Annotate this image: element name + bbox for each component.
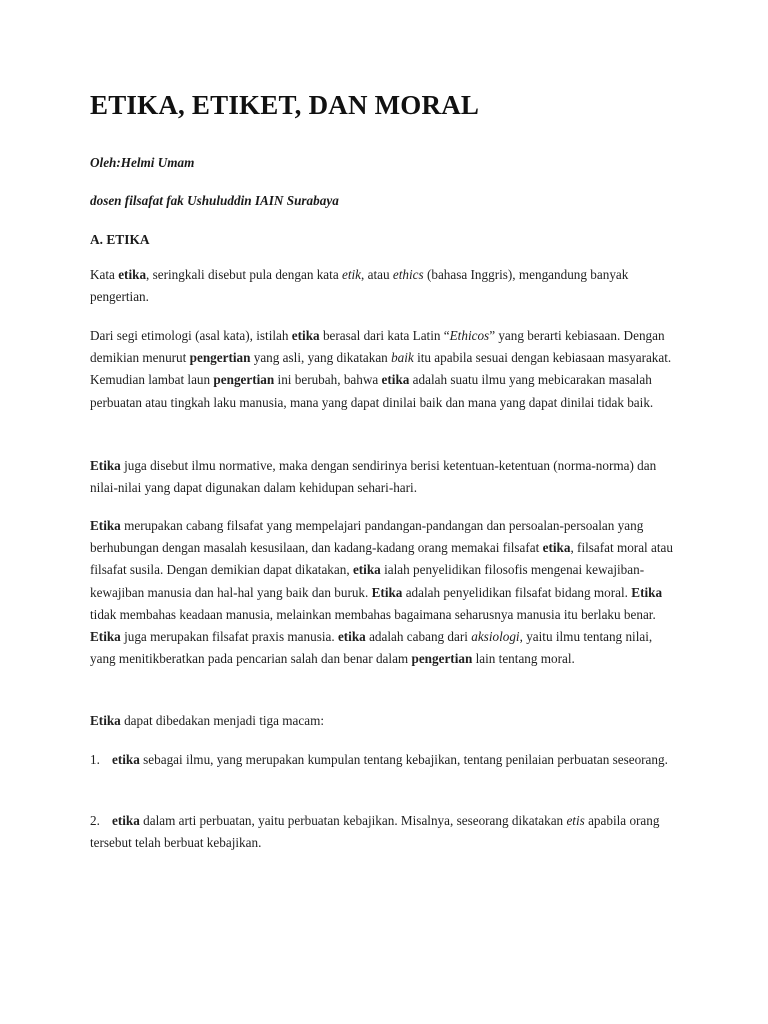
list-number: 2.: [90, 813, 100, 828]
paragraph-3: Etika juga disebut ilmu normative, maka dengan sendirinya berisi ketentuan-ketentuan (norma-norma) dan nilai-nilai yang dapat digunakan dalam kehidupan sehari-hari.: [90, 458, 657, 496]
section-heading-etika: A. ETIKA: [90, 232, 150, 247]
affiliation-line: dosen filsafat fak Ushuluddin IAIN Surabaya: [90, 193, 339, 208]
list-number: 1.: [90, 752, 100, 767]
list-item-2: 2. etika dalam arti perbuatan, yaitu perbuatan kebajikan. Misalnya, seseorang dikatakan etis apabila orang tersebut telah berbuat kebajikan.: [90, 810, 673, 854]
list-item-1: 1. etika sebagai ilmu, yang merupakan kumpulan tentang kebajikan, tentang penilaian perbuatan seseorang.: [90, 749, 673, 771]
paragraph-1: Kata etika, seringkali disebut pula dengan kata etik, atau ethics (bahasa Inggris), mengandung banyak pengertian.: [90, 267, 629, 305]
paragraph-5: Etika dapat dibedakan menjadi tiga macam:: [90, 713, 325, 728]
document-title: ETIKA, ETIKET, DAN MORAL: [90, 90, 480, 120]
paragraph-2: Dari segi etimologi (asal kata), istilah etika berasal dari kata Latin “Ethicos” yang berarti kebiasaan. Dengan demikian menurut pengertian yang asli, yang dikatakan baik itu apabila sesuai dengan kebiasaan masyarakat. Kemudian lambat laun pengertian ini berubah, bahwa etika adalah suatu ilmu yang mebicarakan masalah perbuatan atau tingkah laku manusia, mana yang dapat dinilai baik dan mana yang dapat dinilai tidak baik.: [90, 328, 672, 410]
author-line: Oleh:Helmi Umam: [90, 155, 195, 170]
paragraph-4: Etika merupakan cabang filsafat yang mempelajari pandangan-pandangan dan persoalan-persoalan yang berhubungan dengan masalah kesusilaan, dan kadang-kadang orang memakai filsafat etika, filsafat moral atau filsafat susila. Dengan demikian dapat dikatakan, etika ialah penyelidikan filosofis mengenai kewajiban-kewajiban manusia dan hal-hal yang baik dan buruk. Etika adalah penyelidikan filsafat bidang moral. Etika tidak membahas keadaan manusia, melainkan membahas bagaimana seharusnya manusia itu berlaku benar. Etika juga merupakan filsafat praxis manusia. etika adalah cabang dari aksiologi, yaitu ilmu tentang nilai, yang menitikberatkan pada pencarian salah dan benar dalam pengertian lain tentang moral.: [90, 518, 673, 667]
